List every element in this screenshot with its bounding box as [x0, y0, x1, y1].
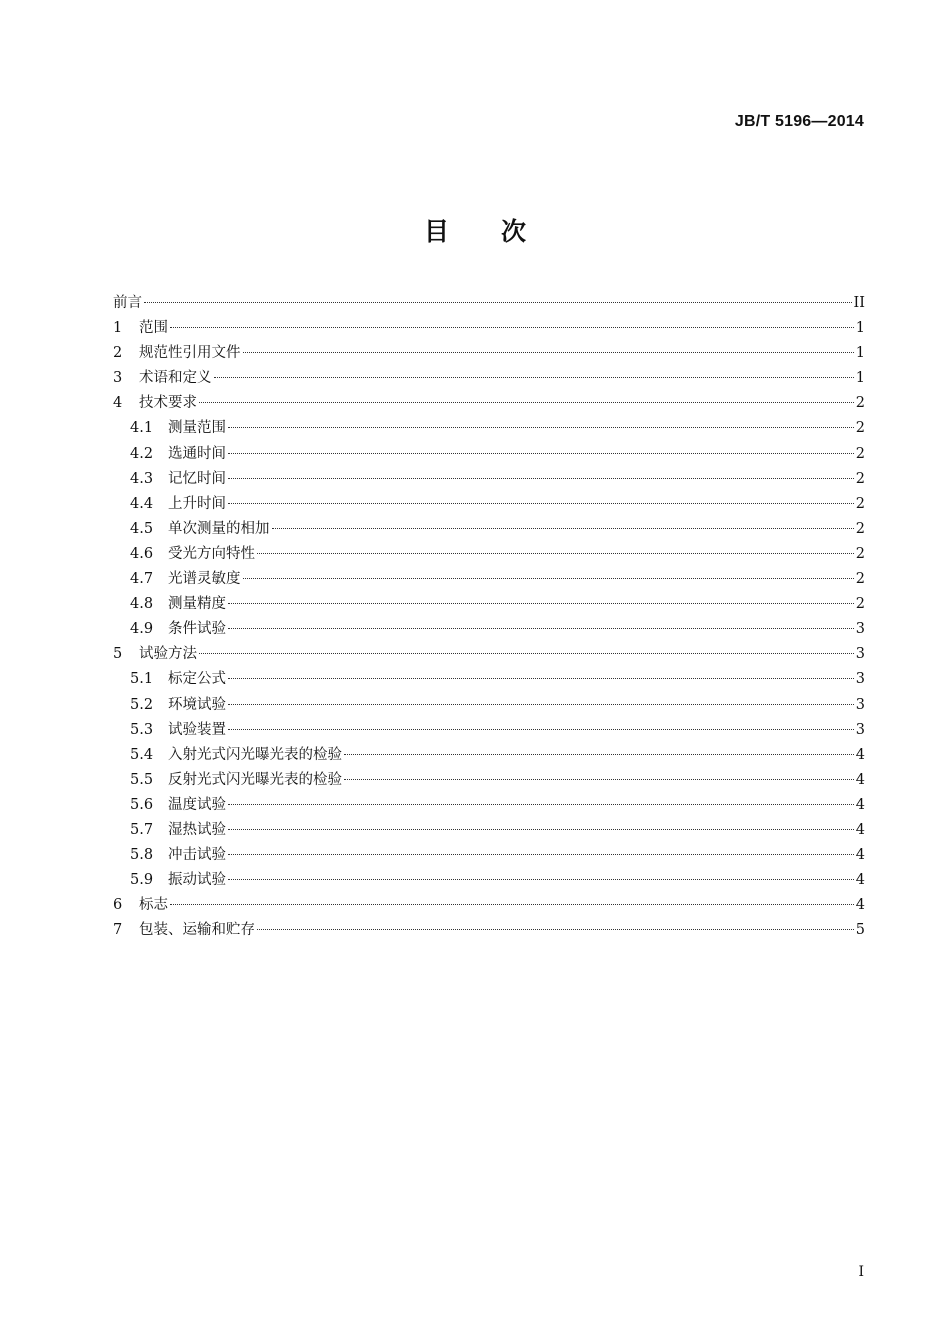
toc-entry-page: 2 [855, 395, 865, 412]
toc-entry[interactable] [113, 718, 865, 743]
toc-entry-number: 4.4 [130, 495, 154, 512]
toc-entry-page: 1 [855, 370, 865, 387]
toc-dot-leader [257, 929, 854, 930]
toc-entry-label: 振动试验 [168, 872, 226, 889]
toc-dot-leader [228, 879, 854, 880]
toc-entry-number: 5.9 [130, 872, 154, 889]
toc-entry-page: 2 [855, 420, 865, 437]
toc-dot-leader [228, 628, 854, 629]
toc-entry-number: 4.5 [130, 520, 154, 537]
toc-entry[interactable] [113, 693, 865, 718]
toc-dot-leader [214, 377, 854, 378]
toc-dot-leader [257, 553, 854, 554]
toc-entry-number: 4.8 [130, 596, 154, 613]
toc-entry-label: 范围 [139, 320, 168, 337]
toc-entry-number: 4.1 [130, 420, 154, 437]
toc-entry-label: 温度试验 [168, 796, 226, 813]
toc-entry-page: 3 [855, 721, 865, 738]
toc-entry-page: 4 [855, 821, 865, 838]
toc-entry-label: 规范性引用文件 [139, 345, 241, 362]
toc-entry-number: 5.1 [130, 671, 154, 688]
toc-entry-number: 3 [113, 370, 123, 387]
toc-entry[interactable] [113, 416, 865, 441]
toc-entry-page: 4 [855, 796, 865, 813]
toc-entry-page: 2 [855, 495, 865, 512]
toc-entry-page: 4 [855, 847, 865, 864]
toc-entry-page: 3 [855, 621, 865, 638]
toc-entry-number: 5 [113, 646, 123, 663]
toc-entry-page: 4 [855, 746, 865, 763]
toc-entry[interactable] [113, 743, 865, 768]
toc-entry-number: 5.3 [130, 721, 154, 738]
toc-entry[interactable] [113, 291, 865, 316]
toc-entry-label: 光谱灵敏度 [168, 571, 241, 588]
toc-entry-page: II [853, 295, 865, 311]
toc-dot-leader [228, 729, 854, 730]
toc-entry-label: 试验装置 [168, 721, 226, 738]
toc-dot-leader [228, 829, 854, 830]
toc-entry[interactable] [113, 667, 865, 692]
toc-dot-leader [144, 302, 852, 303]
toc-entry[interactable] [113, 592, 865, 617]
toc-entry-page: 2 [855, 470, 865, 487]
toc-entry-page: 3 [855, 696, 865, 713]
toc-entry[interactable] [113, 567, 865, 592]
toc-entry-label: 选通时间 [168, 445, 226, 462]
page-number: I [858, 1264, 864, 1280]
toc-dot-leader [228, 478, 854, 479]
toc-entry-label: 冲击试验 [168, 847, 226, 864]
toc-entry-number: 4.6 [130, 545, 154, 562]
toc-entry-number: 7 [113, 922, 123, 939]
toc-entry[interactable] [113, 818, 865, 843]
toc-dot-leader [344, 754, 854, 755]
toc-entry-label: 标志 [139, 897, 168, 914]
toc-entry-label: 标定公式 [168, 671, 226, 688]
table-of-contents [113, 291, 865, 943]
toc-entry-label: 前言 [113, 295, 142, 311]
toc-entry-page: 2 [855, 520, 865, 537]
toc-dot-leader [272, 528, 854, 529]
toc-entry-number: 4.9 [130, 621, 154, 638]
toc-entry-label: 湿热试验 [168, 821, 226, 838]
toc-dot-leader [170, 904, 854, 905]
toc-dot-leader [228, 453, 854, 454]
toc-entry[interactable] [113, 617, 865, 642]
toc-entry-label: 术语和定义 [139, 370, 212, 387]
toc-entry-label: 技术要求 [139, 395, 197, 412]
toc-entry[interactable] [113, 542, 865, 567]
toc-entry-number: 4 [113, 395, 123, 412]
toc-entry-number: 5.6 [130, 796, 154, 813]
toc-dot-leader [228, 854, 854, 855]
toc-entry-page: 1 [855, 320, 865, 337]
toc-entry-number: 4.2 [130, 445, 154, 462]
toc-entry-label: 测量精度 [168, 596, 226, 613]
toc-dot-leader [228, 804, 854, 805]
toc-entry[interactable] [113, 768, 865, 793]
toc-entry-number: 5.5 [130, 771, 154, 788]
toc-entry-label: 单次测量的相加 [168, 520, 270, 537]
toc-dot-leader [344, 779, 854, 780]
toc-entry-label: 受光方向特性 [168, 545, 255, 562]
toc-entry-number: 4.7 [130, 571, 154, 588]
toc-entry-number: 5.2 [130, 696, 154, 713]
toc-entry-number: 2 [113, 345, 123, 362]
toc-entry-number: 5.8 [130, 847, 154, 864]
toc-entry-page: 2 [855, 571, 865, 588]
toc-entry[interactable] [113, 492, 865, 517]
toc-dot-leader [243, 578, 854, 579]
toc-entry-label: 上升时间 [168, 495, 226, 512]
toc-entry[interactable] [113, 642, 865, 667]
standard-code: JB/T 5196—2014 [734, 113, 864, 130]
toc-entry[interactable] [113, 868, 865, 893]
toc-dot-leader [170, 327, 854, 328]
toc-entry[interactable] [113, 893, 865, 918]
toc-entry[interactable] [113, 918, 865, 943]
toc-entry-label: 测量范围 [168, 420, 226, 437]
toc-entry-page: 4 [855, 872, 865, 889]
toc-entry-number: 5.7 [130, 821, 154, 838]
toc-entry-page: 2 [855, 445, 865, 462]
toc-dot-leader [228, 427, 854, 428]
toc-entry-label: 条件试验 [168, 621, 226, 638]
toc-dot-leader [199, 402, 854, 403]
toc-entry-number: 5.4 [130, 746, 154, 763]
toc-entry-page: 5 [855, 922, 865, 939]
toc-entry[interactable] [113, 467, 865, 492]
toc-entry-page: 3 [855, 671, 865, 688]
toc-entry-number: 1 [113, 320, 123, 337]
toc-entry[interactable] [113, 366, 865, 391]
toc-entry-label: 包装、运输和贮存 [139, 922, 255, 939]
toc-entry-label: 记忆时间 [168, 470, 226, 487]
toc-dot-leader [228, 503, 854, 504]
toc-dot-leader [228, 678, 854, 679]
toc-entry[interactable] [113, 517, 865, 542]
toc-entry-label: 试验方法 [139, 646, 197, 663]
toc-entry-label: 反射光式闪光曝光表的检验 [168, 771, 342, 788]
toc-entry-page: 2 [855, 545, 865, 562]
toc-entry[interactable] [113, 341, 865, 366]
toc-entry-page: 2 [855, 596, 865, 613]
toc-entry[interactable] [113, 793, 865, 818]
toc-entry-page: 1 [855, 345, 865, 362]
toc-entry-label: 入射光式闪光曝光表的检验 [168, 746, 342, 763]
toc-entry-page: 4 [855, 897, 865, 914]
toc-dot-leader [228, 603, 854, 604]
toc-entry-number: 6 [113, 897, 123, 914]
toc-dot-leader [228, 704, 854, 705]
toc-entry-number: 4.3 [130, 470, 154, 487]
toc-entry[interactable] [113, 316, 865, 341]
toc-dot-leader [199, 653, 854, 654]
toc-dot-leader [243, 352, 854, 353]
toc-entry-label: 环境试验 [168, 696, 226, 713]
toc-entry[interactable] [113, 391, 865, 416]
toc-entry-page: 4 [855, 771, 865, 788]
toc-entry[interactable] [113, 442, 865, 467]
page-title: 目次 [423, 217, 578, 246]
toc-entry[interactable] [113, 843, 865, 868]
toc-entry-page: 3 [855, 646, 865, 663]
